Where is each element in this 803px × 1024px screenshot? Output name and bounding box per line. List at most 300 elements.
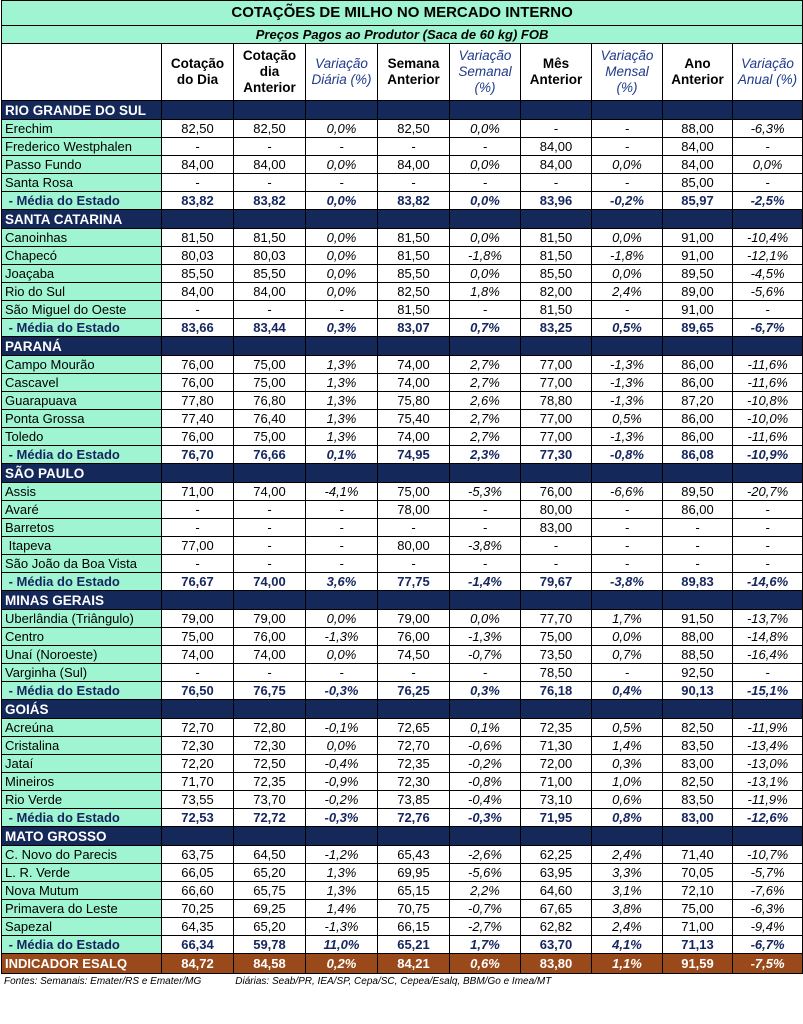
variation-cell: -1,8% [592,247,663,265]
price-cell: 73,10 [521,791,592,809]
price-cell: 62,82 [521,918,592,936]
price-cell: 77,00 [162,537,234,555]
variation-cell: 0,0% [306,120,378,138]
price-cell: 90,13 [663,682,733,700]
price-cell: 91,00 [663,247,733,265]
price-cell: 83,96 [521,192,592,210]
table-row [2,737,803,755]
variation-cell: 2,4% [592,846,663,864]
price-cell: - [162,301,234,319]
price-cell: 86,00 [663,501,733,519]
variation-cell: 1,4% [592,737,663,755]
price-cell: 88,50 [663,646,733,664]
variation-cell: -13,1% [733,773,803,791]
table-row [2,301,803,319]
column-header: Variação Semanal (%) [450,44,521,101]
variation-cell: - [306,555,378,573]
row-label: - Média do Estado [2,682,162,700]
variation-cell: -6,3% [733,900,803,918]
price-cell: 83,82 [234,192,306,210]
price-cell: 62,25 [521,846,592,864]
row-label: São João da Boa Vista [2,555,162,573]
variation-cell: 2,6% [450,392,521,410]
price-cell: 65,43 [378,846,450,864]
variation-cell: -5,6% [733,283,803,301]
state-header-cell [592,101,663,120]
state-header-cell [162,591,234,610]
price-cell: 71,30 [521,737,592,755]
price-cell: 74,00 [378,374,450,392]
state-header-cell [521,210,592,229]
state-header-cell [378,464,450,483]
variation-cell: - [306,501,378,519]
price-cell: 83,00 [521,519,592,537]
variation-cell: -10,7% [733,846,803,864]
price-cell: 84,00 [378,156,450,174]
variation-cell: -16,4% [733,646,803,664]
price-cell: - [234,519,306,537]
variation-cell: -14,6% [733,573,803,591]
column-header: Variação Diária (%) [306,44,378,101]
variation-cell: 1,7% [592,610,663,628]
variation-cell: -5,3% [450,483,521,501]
state-header-cell [378,827,450,846]
variation-cell: - [592,555,663,573]
variation-cell: 1,7% [450,936,521,954]
variation-cell: -0,2% [306,791,378,809]
state-header-cell [378,337,450,356]
state-average-row [2,192,803,210]
state-header-cell [234,210,306,229]
variation-cell: - [306,664,378,682]
variation-cell: 1,3% [306,882,378,900]
row-label: - Média do Estado [2,319,162,337]
variation-cell: - [306,301,378,319]
state-header-cell [378,210,450,229]
variation-cell: -0,3% [450,809,521,827]
price-cell: 79,00 [234,610,306,628]
price-cell: 76,25 [378,682,450,700]
price-cell: 89,83 [663,573,733,591]
row-label: C. Novo do Parecis [2,846,162,864]
price-cell: 85,00 [663,174,733,192]
state-header-cell [234,337,306,356]
price-cell: 74,50 [378,646,450,664]
variation-cell: 0,0% [450,610,521,628]
variation-cell: -3,8% [592,573,663,591]
variation-cell: 11,0% [306,936,378,954]
row-label: Itapeva [2,537,162,555]
variation-cell: -14,8% [733,628,803,646]
variation-cell: -0,4% [450,791,521,809]
footer-daily-sources: Diárias: Seab/PR, IEA/SP, Cepa/SC, Cepea/Esalq, BBM/Go e Imea/MT [235,976,552,987]
row-label: Assis [2,483,162,501]
table-row [2,719,803,737]
state-header-cell [306,101,378,120]
price-cell: 89,00 [663,283,733,301]
state-header-cell [733,827,803,846]
price-cell: 77,30 [521,446,592,464]
row-label: Sapezal [2,918,162,936]
variation-cell: - [450,301,521,319]
price-cell: 66,34 [162,936,234,954]
state-header-cell [521,591,592,610]
variation-cell: -12,1% [733,247,803,265]
state-header-cell [663,591,733,610]
variation-cell: 3,6% [306,573,378,591]
variation-cell: -0,7% [450,900,521,918]
variation-cell: - [306,519,378,537]
price-cell: 65,15 [378,882,450,900]
price-cell: - [521,537,592,555]
state-header-cell [733,210,803,229]
price-cell: 72,70 [378,737,450,755]
state-name: RIO GRANDE DO SUL [2,101,162,120]
table-row [2,555,803,573]
variation-cell: -10,8% [733,392,803,410]
state-header-cell [234,827,306,846]
state-header-cell [162,700,234,719]
price-cell: 77,00 [521,374,592,392]
row-label: INDICADOR ESALQ [2,954,162,974]
price-cell: - [521,174,592,192]
variation-cell: - [733,301,803,319]
variation-cell: -11,6% [733,374,803,392]
price-cell: 83,82 [162,192,234,210]
price-cell: 86,00 [663,374,733,392]
state-average-row [2,809,803,827]
price-cell: 77,70 [521,610,592,628]
variation-cell: -9,4% [733,918,803,936]
price-cell: 72,72 [234,809,306,827]
price-cell: 72,30 [378,773,450,791]
price-cell: 65,20 [234,918,306,936]
state-name: MATO GROSSO [2,827,162,846]
variation-cell: -0,4% [306,755,378,773]
price-cell: 75,00 [234,428,306,446]
price-cell: 89,65 [663,319,733,337]
price-cell: - [162,138,234,156]
variation-cell: - [592,174,663,192]
price-cell: 77,80 [162,392,234,410]
variation-cell: 0,0% [306,283,378,301]
variation-cell: 0,0% [592,265,663,283]
variation-cell: 0,1% [306,446,378,464]
price-cell: 76,00 [521,483,592,501]
variation-cell: -1,3% [592,374,663,392]
price-cell: 74,00 [162,646,234,664]
variation-cell: -1,3% [450,628,521,646]
variation-cell: - [450,138,521,156]
price-cell: 72,35 [234,773,306,791]
price-cell: 75,00 [521,628,592,646]
variation-cell: 2,2% [450,882,521,900]
price-cell: 80,00 [521,501,592,519]
row-label: São Miguel do Oeste [2,301,162,319]
price-cell: 72,65 [378,719,450,737]
variation-cell: -0,7% [450,646,521,664]
variation-cell: - [592,501,663,519]
variation-cell: - [306,537,378,555]
variation-cell: 0,7% [450,319,521,337]
price-cell: 63,95 [521,864,592,882]
price-cell: 73,85 [378,791,450,809]
price-cell: 75,00 [234,374,306,392]
price-cell: 65,20 [234,864,306,882]
table-row [2,428,803,446]
price-cell: 86,00 [663,410,733,428]
variation-cell: -1,3% [306,918,378,936]
price-cell: 73,70 [234,791,306,809]
price-cell: 67,65 [521,900,592,918]
variation-cell: 0,0% [306,610,378,628]
price-cell: 82,50 [162,120,234,138]
variation-cell: 0,0% [450,229,521,247]
row-label: Uberlândia (Triângulo) [2,610,162,628]
price-cell: 76,80 [234,392,306,410]
price-cell: 83,44 [234,319,306,337]
price-cell: 76,18 [521,682,592,700]
price-cell: 71,13 [663,936,733,954]
price-cell: 84,00 [234,156,306,174]
variation-cell: 2,4% [592,918,663,936]
state-header-cell [450,700,521,719]
price-cell: 64,60 [521,882,592,900]
price-cell: 76,70 [162,446,234,464]
state-header-cell [663,210,733,229]
state-header-cell [450,210,521,229]
price-cell: 73,55 [162,791,234,809]
row-label: L. R. Verde [2,864,162,882]
quotation-table [1,0,803,974]
price-cell: 74,00 [378,356,450,374]
price-cell: 81,50 [378,247,450,265]
price-cell: 59,78 [234,936,306,954]
state-header-cell [378,591,450,610]
variation-cell: -13,0% [733,755,803,773]
variation-cell: 0,0% [306,229,378,247]
variation-cell: -20,7% [733,483,803,501]
row-label: Unaí (Noroeste) [2,646,162,664]
price-cell: 85,50 [162,265,234,283]
variation-cell: -12,6% [733,809,803,827]
price-cell: 80,00 [378,537,450,555]
state-average-row [2,682,803,700]
variation-cell: 0,0% [306,737,378,755]
table-row [2,519,803,537]
row-label: Mineiros [2,773,162,791]
price-cell: 64,50 [234,846,306,864]
state-header-cell [378,101,450,120]
table-row [2,501,803,519]
price-cell: 78,80 [521,392,592,410]
variation-cell: 0,0% [306,646,378,664]
column-header: Semana Anterior [378,44,450,101]
price-cell: 84,00 [162,156,234,174]
price-cell: 78,50 [521,664,592,682]
price-cell: 72,53 [162,809,234,827]
table-row [2,537,803,555]
variation-cell: -0,8% [450,773,521,791]
state-header-row [2,591,803,610]
table-row [2,410,803,428]
price-cell: 65,21 [378,936,450,954]
state-header-cell [306,827,378,846]
variation-cell: 1,3% [306,392,378,410]
table-row [2,392,803,410]
table-subtitle: Preços Pagos ao Produtor (Saca de 60 kg) FOB [2,26,803,44]
column-header-location [2,44,162,101]
row-label: Joaçaba [2,265,162,283]
state-header-cell [663,700,733,719]
variation-cell: - [592,537,663,555]
price-cell: 82,50 [378,120,450,138]
price-cell: 72,10 [663,882,733,900]
state-header-cell [592,700,663,719]
price-cell: 89,50 [663,265,733,283]
variation-cell: -0,1% [306,719,378,737]
state-header-cell [234,591,306,610]
state-name: PARANÁ [2,337,162,356]
state-header-cell [162,464,234,483]
variation-cell: 0,0% [450,192,521,210]
variation-cell: -11,6% [733,356,803,374]
state-header-cell [450,591,521,610]
row-label: Barretos [2,519,162,537]
state-name: GOIÁS [2,700,162,719]
state-header-cell [521,464,592,483]
price-cell: 82,50 [663,773,733,791]
variation-cell: -6,7% [733,319,803,337]
price-cell: - [234,664,306,682]
variation-cell: - [450,664,521,682]
price-cell: 81,50 [234,229,306,247]
variation-cell: -13,7% [733,610,803,628]
price-cell: 79,00 [162,610,234,628]
price-cell: 77,00 [521,428,592,446]
table-row [2,628,803,646]
column-header: Cotação do Dia [162,44,234,101]
price-cell: 91,00 [663,301,733,319]
table-row [2,900,803,918]
price-cell: - [663,519,733,537]
variation-cell: 0,4% [592,682,663,700]
variation-cell: -11,6% [733,428,803,446]
variation-cell: -6,3% [733,120,803,138]
price-cell: 82,50 [234,120,306,138]
row-label: Chapecó [2,247,162,265]
row-label: Campo Mourão [2,356,162,374]
state-name: MINAS GERAIS [2,591,162,610]
price-cell: 84,58 [234,954,306,974]
state-average-row [2,573,803,591]
variation-cell: 0,7% [592,646,663,664]
price-cell: - [378,138,450,156]
variation-cell: 0,5% [592,319,663,337]
price-cell: - [521,555,592,573]
state-header-row [2,700,803,719]
variation-cell: 0,0% [450,265,521,283]
variation-cell: - [450,501,521,519]
state-average-row [2,936,803,954]
table-row [2,483,803,501]
state-header-cell [733,101,803,120]
variation-cell: 0,0% [306,247,378,265]
state-header-cell [234,464,306,483]
state-header-row [2,101,803,120]
state-header-cell [521,827,592,846]
price-cell: 88,00 [663,120,733,138]
variation-cell: - [450,519,521,537]
esalq-indicator-row [2,954,803,974]
price-cell: 72,76 [378,809,450,827]
row-label: - Média do Estado [2,446,162,464]
variation-cell: 0,0% [306,265,378,283]
variation-cell: 2,7% [450,428,521,446]
variation-cell: - [592,120,663,138]
table-row [2,138,803,156]
price-cell: 66,60 [162,882,234,900]
table-row [2,156,803,174]
price-cell: 75,80 [378,392,450,410]
variation-cell: - [306,138,378,156]
price-cell: 83,00 [663,755,733,773]
price-cell: 83,82 [378,192,450,210]
row-label: Toledo [2,428,162,446]
price-cell: 72,50 [234,755,306,773]
price-cell: - [378,555,450,573]
table-row [2,610,803,628]
price-cell: 76,00 [162,356,234,374]
price-cell: 75,00 [234,356,306,374]
state-header-cell [234,700,306,719]
variation-cell: 0,0% [592,628,663,646]
variation-cell: 0,6% [450,954,521,974]
variation-cell: -0,3% [306,682,378,700]
variation-cell: -10,9% [733,446,803,464]
price-cell: - [162,519,234,537]
price-cell: 76,66 [234,446,306,464]
row-label: Canoinhas [2,229,162,247]
variation-cell: 1,8% [450,283,521,301]
variation-cell: -6,7% [733,936,803,954]
price-cell: 76,50 [162,682,234,700]
row-label: Varginha (Sul) [2,664,162,682]
column-header: Variação Mensal (%) [592,44,663,101]
state-name: SANTA CATARINA [2,210,162,229]
price-cell: 81,50 [521,247,592,265]
variation-cell: -7,5% [733,954,803,974]
variation-cell: 2,7% [450,356,521,374]
state-average-row [2,446,803,464]
variation-cell: -2,6% [450,846,521,864]
footer-sources: Fontes: Semanais: Emater/RS e Emater/MG [4,976,202,987]
price-cell: - [234,537,306,555]
table-row [2,882,803,900]
price-cell: - [378,174,450,192]
variation-cell: -5,7% [733,864,803,882]
price-cell: 82,50 [378,283,450,301]
variation-cell: 1,3% [306,410,378,428]
row-label: - Média do Estado [2,809,162,827]
variation-cell: 0,0% [733,156,803,174]
variation-cell: 1,1% [592,954,663,974]
price-cell: - [162,664,234,682]
variation-cell: 2,7% [450,410,521,428]
variation-cell: 3,1% [592,882,663,900]
table-row [2,646,803,664]
price-cell: 71,95 [521,809,592,827]
